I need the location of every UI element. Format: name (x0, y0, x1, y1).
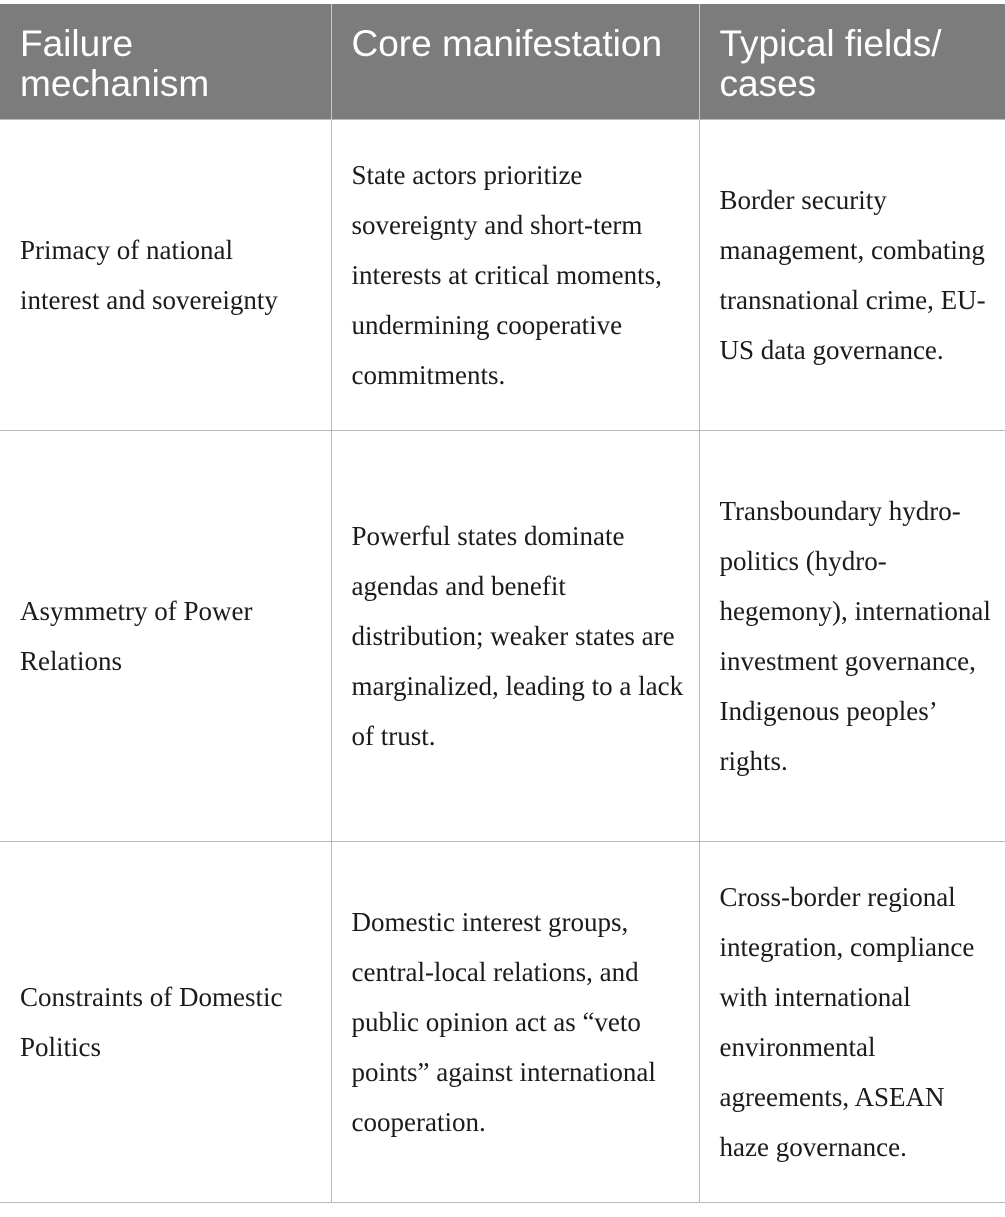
failure-mechanism-table (0, 4, 1005, 1203)
cell-manifestation: Domestic interest groups, central-local relations, and public opinion act as “veto points” against international cooperation. (331, 842, 699, 1203)
cell-mechanism: Constraints of Domestic Politics (0, 842, 331, 1203)
header-failure-mechanism: Failure mechanism (0, 4, 331, 120)
table-body (0, 120, 1005, 1203)
cell-manifestation: State actors prioritize sovereignty and short-term interests at critical moments, undermining cooperative commitments. (331, 120, 699, 431)
table-row (0, 431, 1005, 842)
header-typical-fields-cases: Typical fields/ cases (699, 4, 1005, 120)
cell-cases: Cross-border regional integration, compliance with international environmental agreements, ASEAN haze governance. (699, 842, 1005, 1203)
table-header (0, 4, 1005, 120)
header-core-manifestation: Core manifestation (331, 4, 699, 120)
table-row (0, 120, 1005, 431)
header-row (0, 4, 1005, 120)
table-row (0, 842, 1005, 1203)
cell-manifestation: Powerful states dominate agendas and benefit distribution; weaker states are marginalized, leading to a lack of trust. (331, 431, 699, 842)
cell-cases: Border security management, combating transnational crime, EU-US data governance. (699, 120, 1005, 431)
table-container (0, 4, 1005, 1203)
cell-mechanism: Primacy of national interest and sovereignty (0, 120, 331, 431)
cell-mechanism: Asymmetry of Power Relations (0, 431, 331, 842)
cell-cases: Transboundary hydro-politics (hydro-hegemony), international investment governance, Indigenous peoples’ rights. (699, 431, 1005, 842)
